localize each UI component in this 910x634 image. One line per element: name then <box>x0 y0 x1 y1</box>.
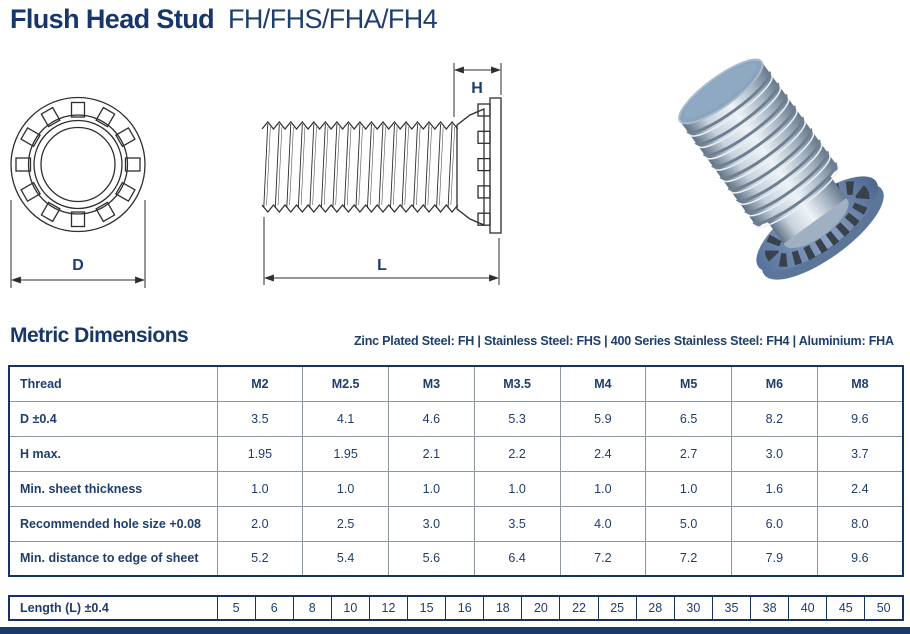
page-title <box>10 4 437 35</box>
value-cell: 7.2 <box>646 541 732 576</box>
dimensions-table <box>8 365 904 577</box>
value-cell: 8.2 <box>732 401 818 436</box>
value-cell: 2.4 <box>560 436 646 471</box>
dimension-label-l: L <box>377 257 387 274</box>
stud-render <box>655 40 897 296</box>
value-cell: 3.5 <box>474 506 560 541</box>
front-view-drawing <box>4 58 164 302</box>
column-header: M6 <box>732 366 818 401</box>
row-label: Min. distance to edge of sheet <box>9 541 217 576</box>
length-value-cell: 10 <box>331 596 369 620</box>
dimension-label-d: D <box>72 257 84 274</box>
dimension-label-h: H <box>471 80 483 97</box>
bore-outline <box>41 128 115 202</box>
shank-outline-outer <box>29 115 128 214</box>
column-header: M3.5 <box>474 366 560 401</box>
row-label: D ±0.4 <box>9 401 217 436</box>
row-label: Length (L) ±0.4 <box>9 596 217 620</box>
length-value-cell: 45 <box>827 596 865 620</box>
value-cell: 2.5 <box>303 506 389 541</box>
value-cell: 2.0 <box>217 506 303 541</box>
length-value-cell: 20 <box>522 596 560 620</box>
table-row <box>9 506 903 541</box>
value-cell: 5.0 <box>646 506 732 541</box>
side-view-drawing <box>232 55 514 303</box>
table-row <box>9 436 903 471</box>
value-cell: 4.0 <box>560 506 646 541</box>
value-cell: 1.0 <box>389 471 475 506</box>
value-cell: 1.6 <box>732 471 818 506</box>
shank-outline-inner <box>34 121 122 209</box>
thread-profile <box>262 122 458 212</box>
table-row <box>9 471 903 506</box>
value-cell: 7.9 <box>732 541 818 576</box>
value-cell: 6.5 <box>646 401 732 436</box>
length-value-cell: 25 <box>598 596 636 620</box>
length-value-cell: 18 <box>484 596 522 620</box>
metric-dimensions-heading: Metric Dimensions <box>10 324 189 347</box>
row-label: Min. sheet thickness <box>9 471 217 506</box>
value-cell: 1.95 <box>217 436 303 471</box>
materials-note: Zinc Plated Steel: FH | Stainless Steel: FHS | 400 Series Stainless Steel: FH4 | Aluminium: FHA <box>354 334 894 348</box>
value-cell: 2.2 <box>474 436 560 471</box>
column-header: M3 <box>389 366 475 401</box>
length-value-cell: 6 <box>255 596 293 620</box>
value-cell: 9.6 <box>817 541 903 576</box>
column-header: M4 <box>560 366 646 401</box>
length-value-cell: 5 <box>217 596 255 620</box>
value-cell: 5.2 <box>217 541 303 576</box>
value-cell: 6.4 <box>474 541 560 576</box>
value-cell: 1.0 <box>646 471 732 506</box>
value-cell: 5.3 <box>474 401 560 436</box>
value-cell: 3.7 <box>817 436 903 471</box>
length-value-cell: 40 <box>789 596 827 620</box>
row-label: H max. <box>9 436 217 471</box>
flange-plate <box>490 98 501 233</box>
column-header: M2 <box>217 366 303 401</box>
value-cell: 1.95 <box>303 436 389 471</box>
value-cell: 2.1 <box>389 436 475 471</box>
column-header: M5 <box>646 366 732 401</box>
head-cone <box>457 109 484 225</box>
column-header-thread: Thread <box>9 366 217 401</box>
footer-bar <box>0 627 910 634</box>
value-cell: 1.0 <box>303 471 389 506</box>
value-cell: 4.6 <box>389 401 475 436</box>
value-cell: 7.2 <box>560 541 646 576</box>
value-cell: 3.5 <box>217 401 303 436</box>
value-cell: 6.0 <box>732 506 818 541</box>
length-value-cell: 28 <box>636 596 674 620</box>
value-cell: 5.6 <box>389 541 475 576</box>
table-row <box>9 401 903 436</box>
column-header: M2.5 <box>303 366 389 401</box>
product-photo <box>655 40 905 300</box>
length-value-cell: 50 <box>865 596 903 620</box>
value-cell: 3.0 <box>389 506 475 541</box>
value-cell: 8.0 <box>817 506 903 541</box>
value-cell: 3.0 <box>732 436 818 471</box>
length-value-cell: 38 <box>751 596 789 620</box>
length-value-cell: 30 <box>674 596 712 620</box>
value-cell: 1.0 <box>560 471 646 506</box>
product-codes: FH/FHS/FHA/FH4 <box>228 4 438 34</box>
table-row <box>9 541 903 576</box>
row-label: Recommended hole size +0.08 <box>9 506 217 541</box>
length-value-cell: 15 <box>408 596 446 620</box>
length-value-cell: 12 <box>369 596 407 620</box>
value-cell: 4.1 <box>303 401 389 436</box>
product-name: Flush Head Stud <box>10 4 215 34</box>
length-value-cell: 8 <box>293 596 331 620</box>
value-cell: 5.4 <box>303 541 389 576</box>
length-value-cell: 22 <box>560 596 598 620</box>
value-cell: 1.0 <box>217 471 303 506</box>
value-cell: 9.6 <box>817 401 903 436</box>
column-header: M8 <box>817 366 903 401</box>
length-value-cell: 35 <box>712 596 750 620</box>
value-cell: 1.0 <box>474 471 560 506</box>
length-value-cell: 16 <box>446 596 484 620</box>
value-cell: 5.9 <box>560 401 646 436</box>
value-cell: 2.4 <box>817 471 903 506</box>
length-table <box>8 595 904 621</box>
value-cell: 2.7 <box>646 436 732 471</box>
table-row <box>9 596 903 620</box>
